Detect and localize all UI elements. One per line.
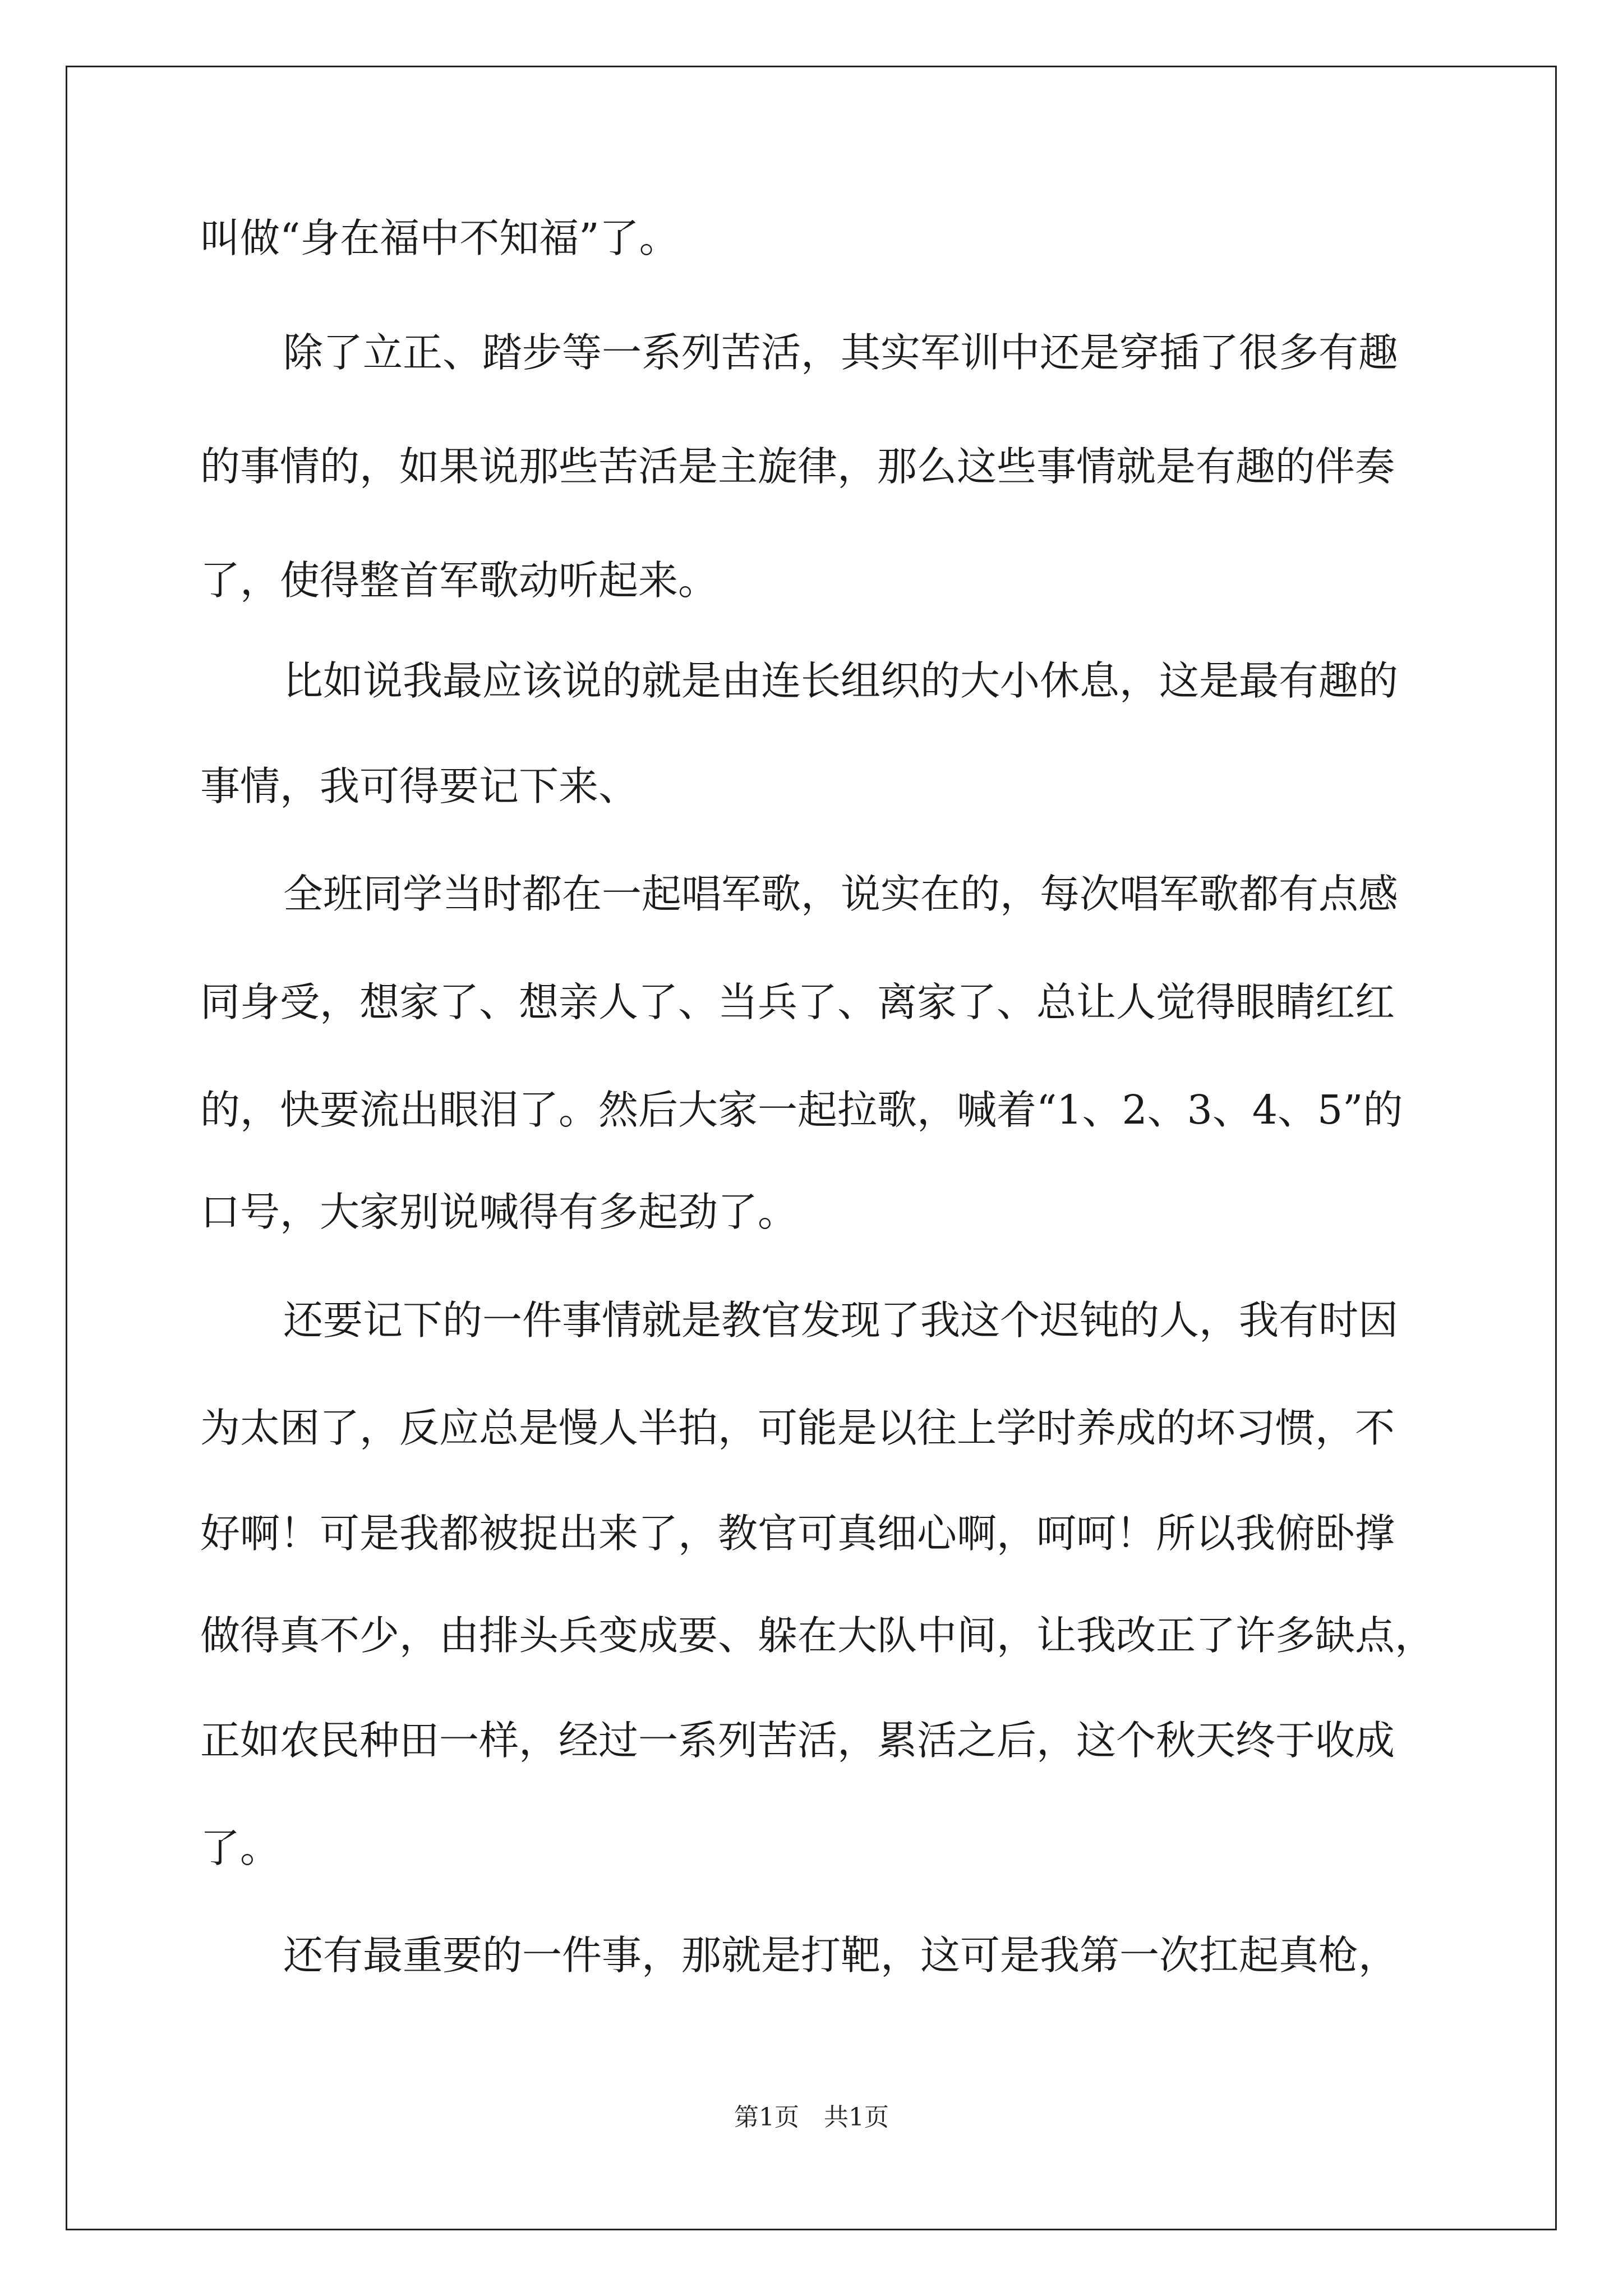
page-number-footer: 第1页 共1页 (734, 2103, 889, 2132)
paragraph-6-line-1: 还有最重要的一件事，那就是打靶，这可是我第一次扛起真枪， (283, 1932, 1399, 1978)
paragraph-4-line-1: 全班同学当时都在一起唱军歌，说实在的，每次唱军歌都有点感 (283, 871, 1399, 917)
paragraph-4-line-2: 同身受，想家了、想亲人了、当兵了、离家了、总让人觉得眼睛红红 (200, 979, 1395, 1025)
paragraph-5-line-6: 了。 (200, 1825, 280, 1871)
paragraph-2-line-2: 的事情的，如果说那些苦活是主旋律，那么这些事情就是有趣的伴奏 (200, 443, 1395, 490)
paragraph-3-line-2: 事情，我可得要记下来、 (200, 763, 639, 809)
text-line-1: 叫做“身在福中不知福”了。 (200, 215, 679, 261)
paragraph-4-line-4: 口号，大家别说喊得有多起劲了。 (200, 1189, 798, 1235)
page-border (66, 66, 1557, 2230)
paragraph-5-line-1: 还要记下的一件事情就是教官发现了我这个迟钝的人，我有时因 (283, 1297, 1399, 1343)
paragraph-2-line-1: 除了立正、踏步等一系列苦活，其实军训中还是穿插了很多有趣 (283, 329, 1399, 376)
paragraph-5-line-4: 做得真不少，由排头兵变成要、躲在大队中间，让我改正了许多缺点， (200, 1612, 1435, 1659)
paragraph-5-line-5: 正如农民种田一样，经过一系列苦活，累活之后，这个秋天终于收成 (200, 1717, 1395, 1764)
paragraph-5-line-2: 为太困了，反应总是慢人半拍，可能是以往上学时养成的坏习惯，不 (200, 1405, 1395, 1451)
paragraph-3-line-1: 比如说我最应该说的就是由连长组织的大小休息，这是最有趣的 (283, 657, 1399, 704)
paragraph-2-line-3: 了，使得整首军歌动听起来。 (200, 557, 718, 604)
paragraph-5-line-3: 好啊！可是我都被捉出来了，教官可真细心啊，呵呵！所以我俯卧撑 (200, 1510, 1395, 1557)
paragraph-4-line-3: 的，快要流出眼泪了。然后大家一起拉歌，喊着“1、2、3、4、5”的 (200, 1087, 1403, 1133)
